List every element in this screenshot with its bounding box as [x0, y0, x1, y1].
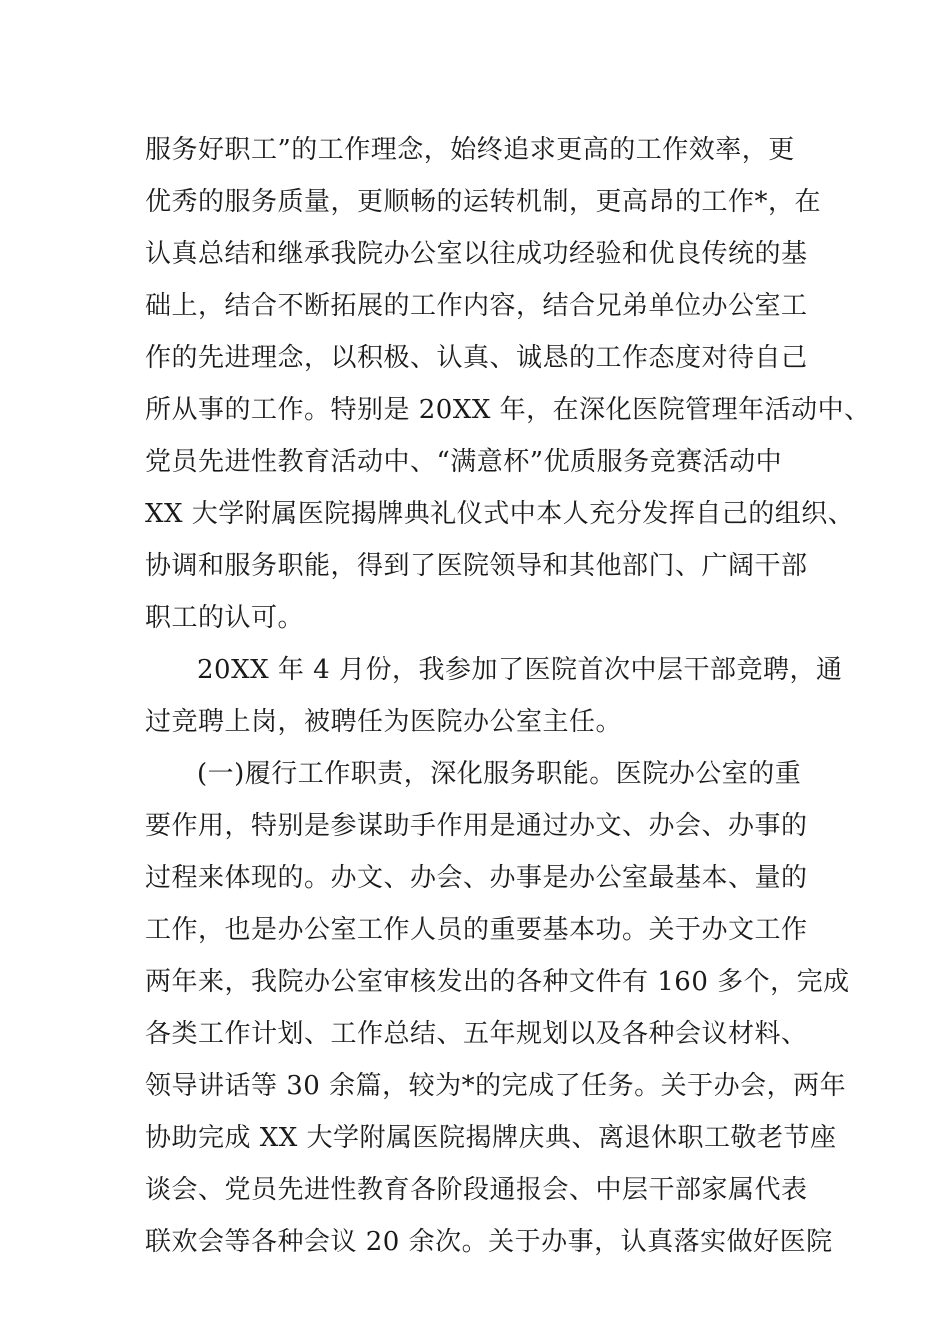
text-line: 党员先进性教育活动中、“满意杯”优质服务竞赛活动中 [145, 447, 783, 477]
text-line: 协助完成 XX 大学附属医院揭牌庆典、离退休职工敬老节座 [145, 1123, 837, 1153]
body-text [145, 124, 871, 1268]
text-line: 两年来，我院办公室审核发出的各种文件有 160 多个，完成 [145, 967, 850, 997]
text-line: 要作用，特别是参谋助手作用是通过办文、办会、办事的 [145, 811, 808, 841]
text-line: 过程来体现的。办文、办会、办事是办公室最基本、量的 [145, 863, 808, 893]
text-line: 所从事的工作。特别是 20XX 年，在深化医院管理年活动中、 [145, 395, 871, 425]
text-line: 各类工作计划、工作总结、五年规划以及各种会议材料、 [145, 1019, 808, 1049]
text-line: 作的先进理念，以积极、认真、诚恳的工作态度对待自己 [145, 343, 808, 373]
text-line: 谈会、党员先进性教育各阶段通报会、中层干部家属代表 [145, 1175, 808, 1205]
text-line: 优秀的服务质量，更顺畅的运转机制，更高昂的工作*，在 [145, 187, 822, 217]
text-line: 过竞聘上岗，被聘任为医院办公室主任。 [145, 707, 623, 737]
text-line: 工作，也是办公室工作人员的重要基本功。关于办文工作 [145, 915, 808, 945]
text-line: 础上，结合不断拓展的工作内容，结合兄弟单位办公室工 [145, 291, 808, 321]
text-line: 联欢会等各种会议 20 余次。关于办事，认真落实做好医院 [145, 1227, 833, 1257]
paragraph-start-line: (一)履行工作职责，深化服务职能。医院办公室的重 [197, 759, 802, 789]
text-line: 领导讲话等 30 余篇，较为*的完成了任务。关于办会，两年 [145, 1071, 847, 1101]
text-line: 认真总结和继承我院办公室以往成功经验和优良传统的基 [145, 239, 808, 269]
paragraph-start-line: 20XX 年 4 月份，我参加了医院首次中层干部竞聘，通 [197, 655, 843, 685]
text-line: 服务好职工”的工作理念，始终追求更高的工作效率，更 [145, 135, 795, 165]
text-line: 职工的认可。 [145, 603, 305, 633]
text-line: 协调和服务职能，得到了医院领导和其他部门、广阔干部 [145, 551, 808, 581]
text-line: XX 大学附属医院揭牌典礼仪式中本人充分发挥自己的组织、 [145, 499, 855, 529]
